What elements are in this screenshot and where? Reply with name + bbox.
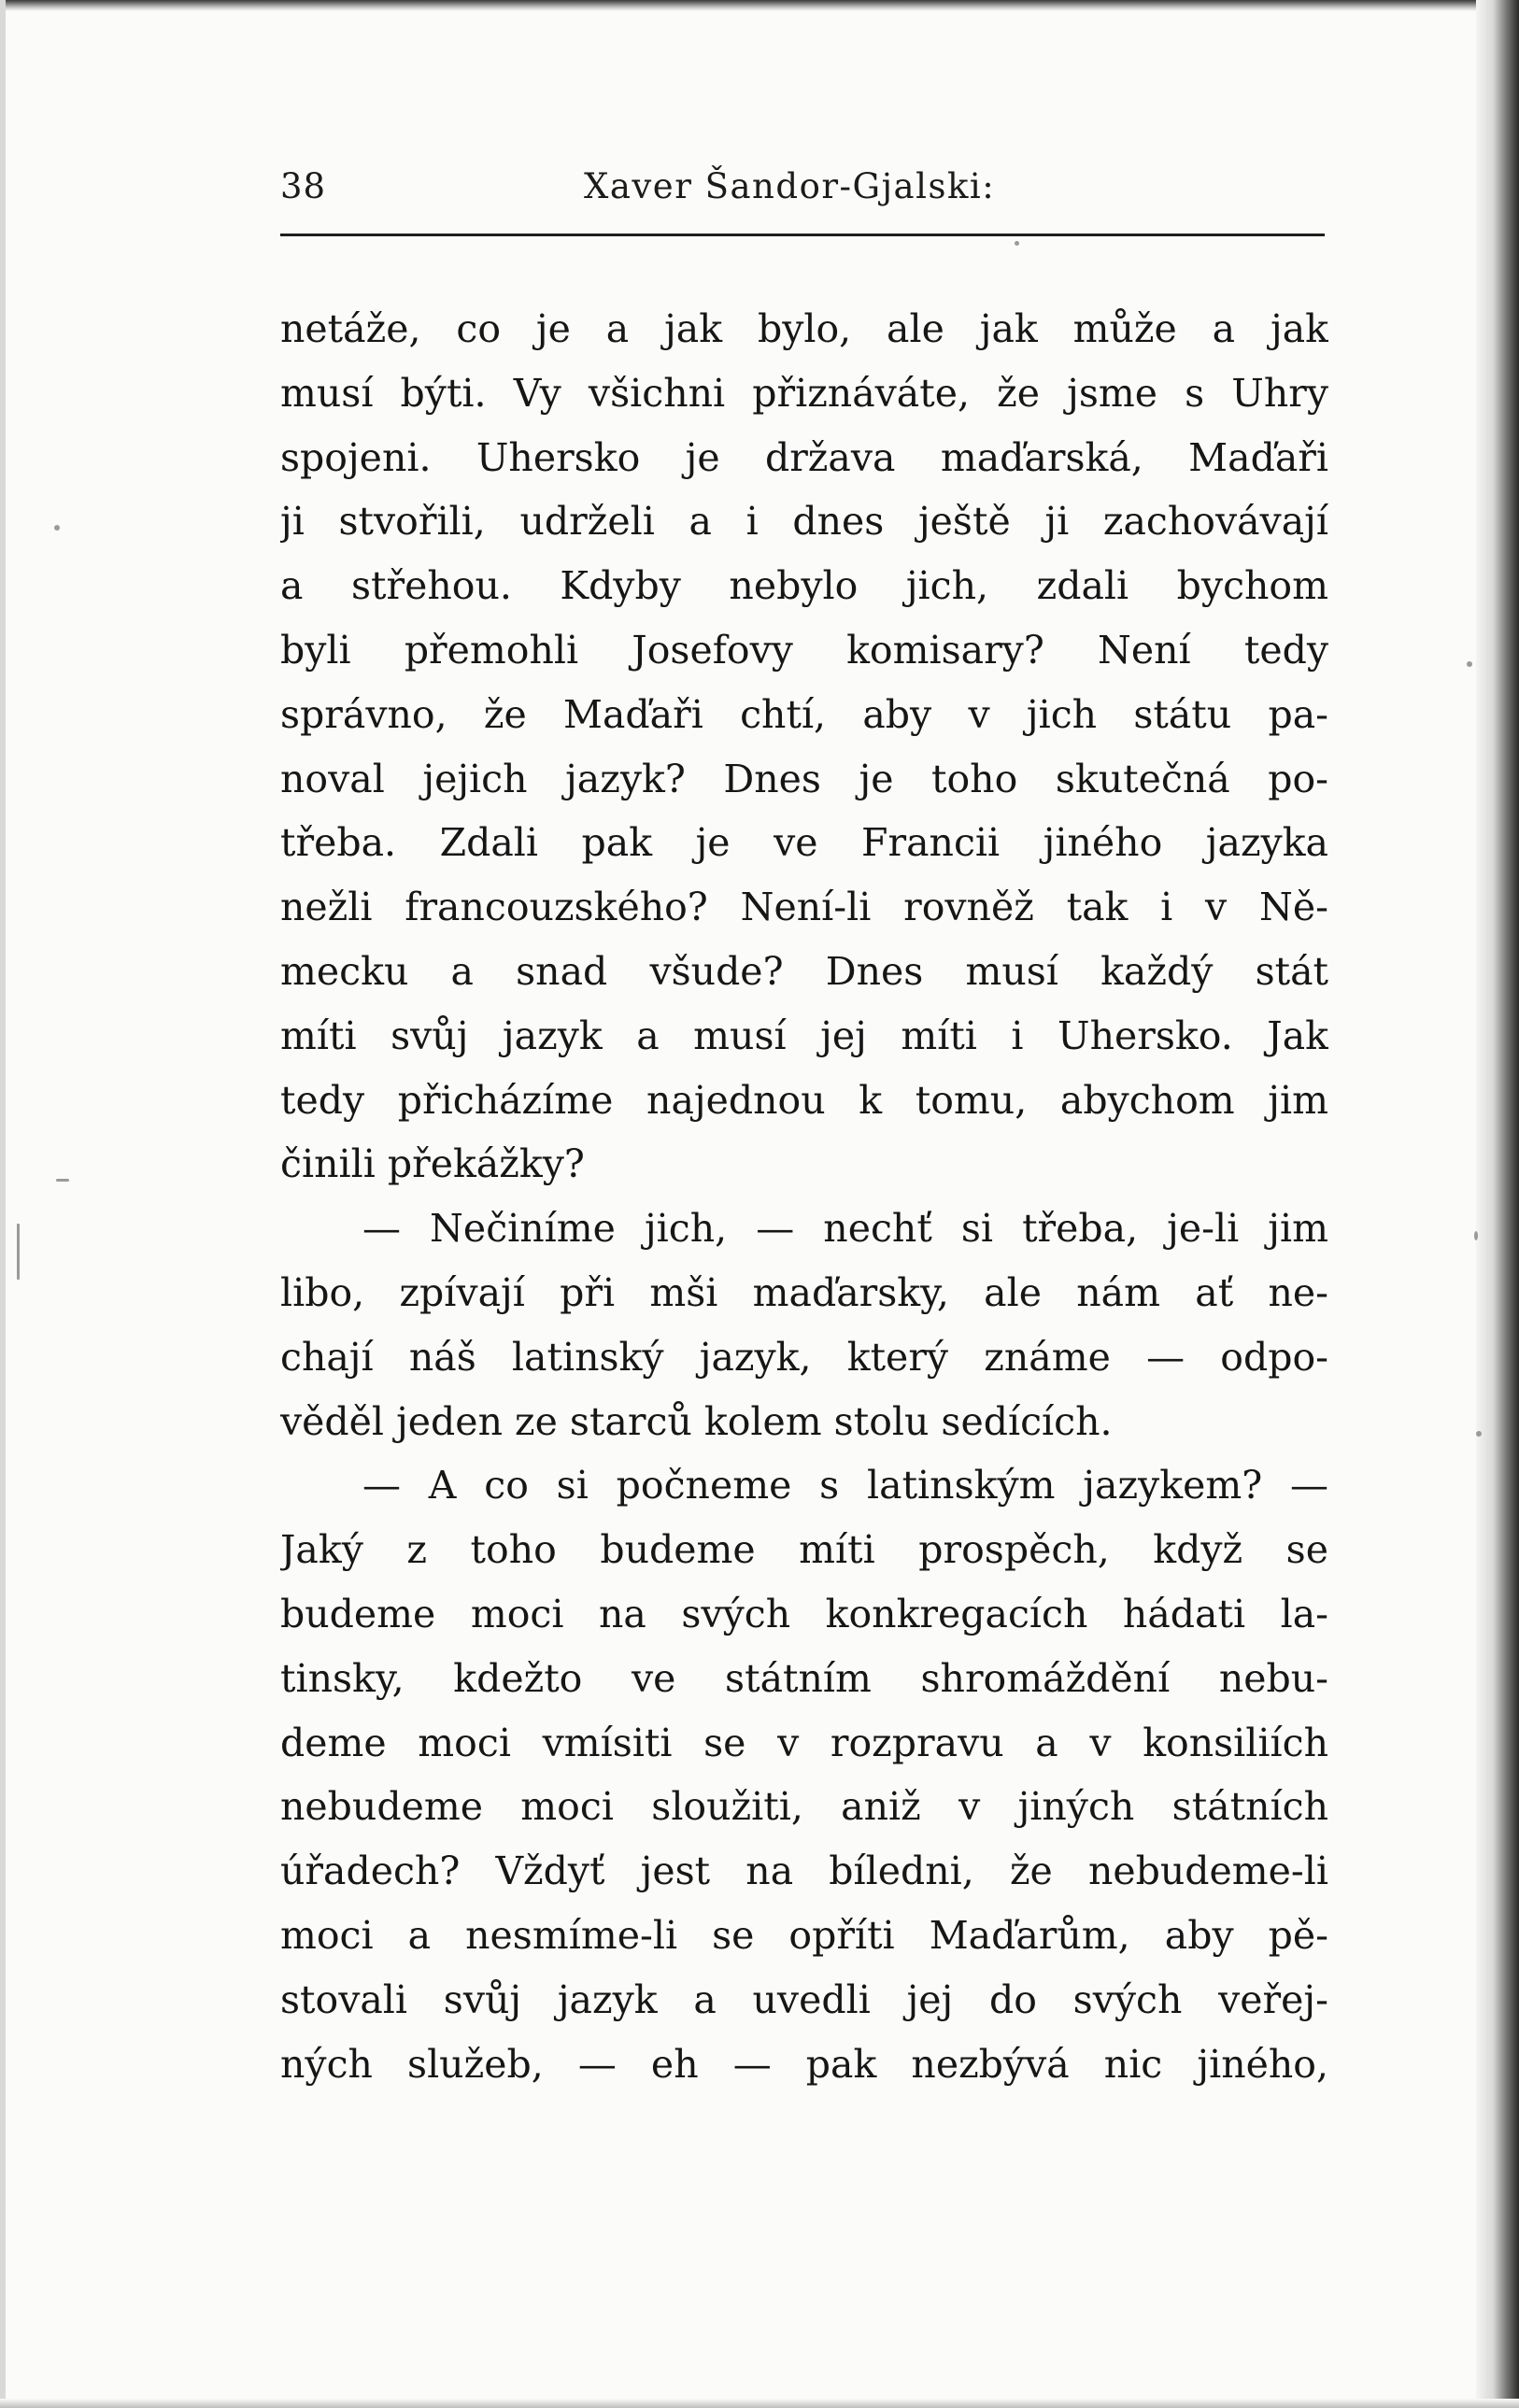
- text-line: ji stvořili, udrželi a i dnes ještě ji zachovávají: [280, 499, 1328, 545]
- text-line: tedy přicházíme najednou k tomu, abychom jim: [280, 1077, 1328, 1123]
- text-line: deme moci vmísiti se v rozpravu a v konsiliích: [280, 1720, 1328, 1765]
- text-line: ných služeb, — eh — pak nezbývá nic jiného,: [280, 2041, 1328, 2087]
- text-line: spojeni. Uhersko je država maďarská, Maďaři: [280, 434, 1328, 480]
- text-line: budeme moci na svých konkregacích hádati la-: [280, 1591, 1328, 1636]
- text-line: mecku a snad všude? Dnes musí každý stát: [280, 948, 1328, 994]
- running-header: [280, 166, 1327, 219]
- text-line: libo, zpívají při mši maďarsky, ale nám ať ne-: [280, 1269, 1328, 1315]
- text-line: moci a nesmíme-li se opříti Maďarům, aby pě-: [280, 1912, 1328, 1958]
- text-line: tinsky, kdežto ve státním shromáždění nebu-: [280, 1655, 1328, 1701]
- text-line: musí býti. Vy všichni přiznáváte, že jsme s Uhry: [280, 370, 1328, 416]
- text-line: — A co si počneme s latinským jazykem? —: [362, 1463, 1328, 1509]
- text-line: noval jejich jazyk? Dnes je toho skutečná po-: [280, 756, 1328, 801]
- scan-speck: [17, 1224, 20, 1280]
- text-line: věděl jeden ze starců kolem stolu sedících.: [280, 1398, 1113, 1444]
- text-line: netáže, co je a jak bylo, ale jak může a jak: [280, 306, 1328, 351]
- text-line: stovali svůj jazyk a uvedli jej do svých veřej-: [280, 1976, 1328, 2022]
- running-title: Xaver Šandor-Gjalski:: [584, 166, 996, 206]
- body-text: [280, 297, 1328, 2096]
- header-rule: [280, 234, 1325, 236]
- binding-shadow: [1476, 0, 1519, 2408]
- text-line: správno, že Maďaři chtí, aby v jich státu pa-: [280, 691, 1328, 737]
- text-line: činili překážky?: [280, 1141, 585, 1187]
- scan-speck: [1015, 241, 1019, 246]
- scan-speck: [1476, 1431, 1482, 1437]
- text-line: Jaký z toho budeme míti prospěch, když se: [280, 1527, 1328, 1573]
- scan-speck: [54, 525, 60, 531]
- scan-speck: [56, 1179, 69, 1182]
- scan-edge-bottom: [0, 2399, 1519, 2408]
- scan-speck: [1467, 661, 1472, 667]
- text-line: a střehou. Kdyby nebylo jich, zdali bychom: [280, 563, 1328, 609]
- scan-edge-top: [0, 0, 1519, 11]
- scan-speck: [1474, 1231, 1478, 1240]
- text-line: chají náš latinský jazyk, který známe — odpo-: [280, 1334, 1328, 1380]
- text-line: úřadech? Vždyť jest na bíledni, že nebudeme-li: [280, 1848, 1328, 1894]
- text-line: nebudeme moci sloužiti, aniž v jiných státních: [280, 1784, 1328, 1830]
- text-line: třeba. Zdali pak je ve Francii jiného jazyka: [280, 820, 1328, 866]
- scan-edge-left: [0, 0, 6, 2408]
- text-line: byli přemohli Josefovy komisary? Není tedy: [280, 627, 1328, 673]
- text-line: míti svůj jazyk a musí jej míti i Uhersko. Jak: [280, 1013, 1328, 1058]
- text-line: nežli francouzského? Není-li rovněž tak i v Ně-: [280, 885, 1328, 930]
- page-number: 38: [280, 166, 327, 206]
- text-line: — Nečiníme jich, — nechť si třeba, je-li jim: [362, 1206, 1328, 1252]
